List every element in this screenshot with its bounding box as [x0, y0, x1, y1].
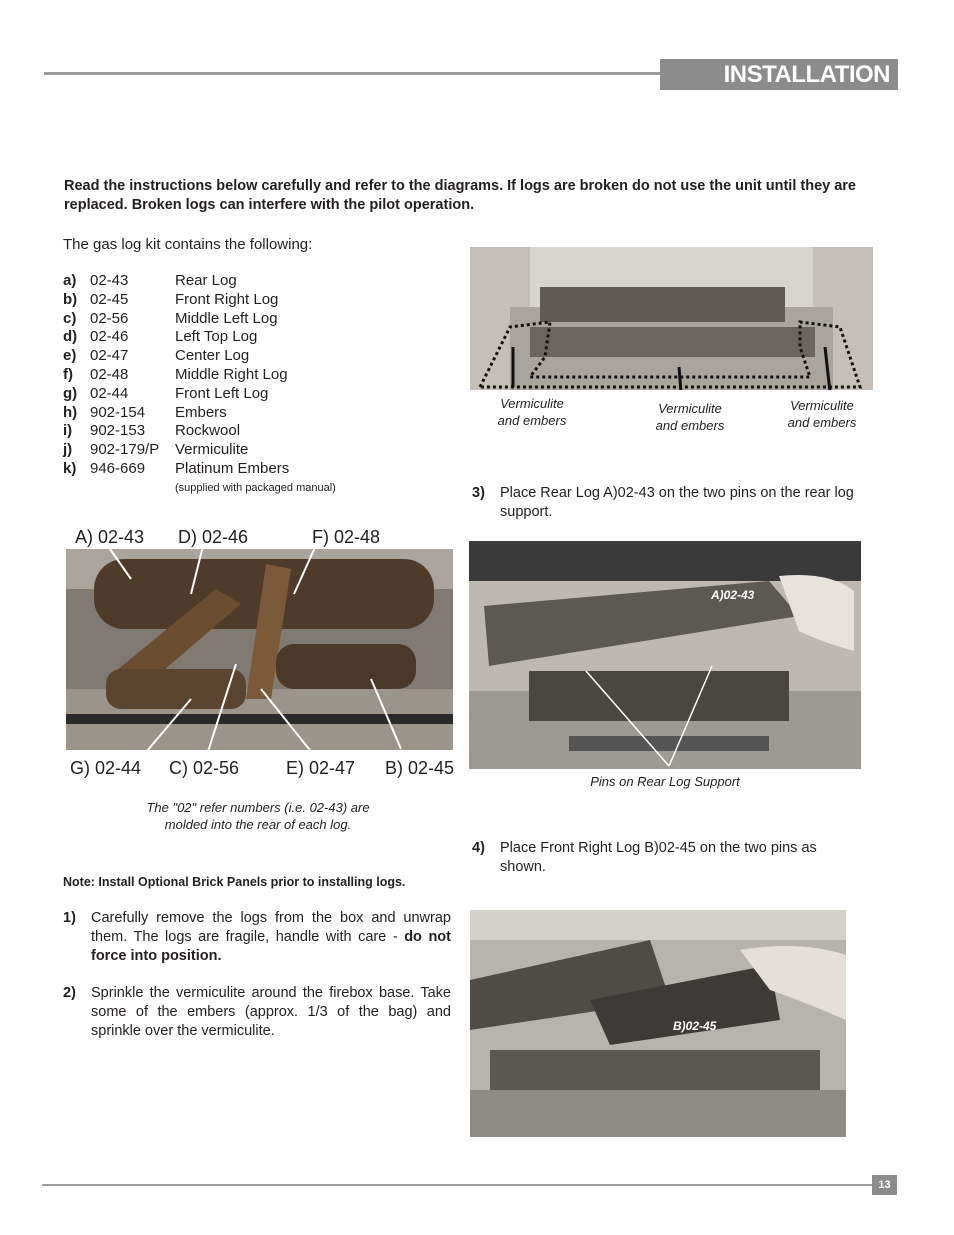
step-1-bold: do not force into position. — [91, 929, 451, 964]
kit-item — [63, 441, 289, 460]
label-e: E) 02-47 — [286, 758, 356, 778]
vermiculite-photo — [470, 247, 873, 390]
vl-center-1: Vermiculite — [658, 401, 722, 416]
step-4-text: Place Front Right Log B)02-45 on the two pins as shown. — [500, 840, 817, 875]
kit-item-key: j) — [63, 441, 73, 459]
kit-item-key: k) — [63, 459, 77, 477]
label-a: A) 02-43 — [75, 527, 145, 547]
vermiculite-illustration — [470, 247, 873, 390]
header-rule — [44, 72, 660, 75]
label-c: C) 02-56 — [169, 758, 240, 778]
kit-item-name: Front Left Log — [175, 384, 269, 402]
step-1-text: Carefully remove the logs from the box and unwrap them. The logs are fragile, handle with care - — [91, 910, 451, 945]
kit-item — [63, 460, 289, 479]
vl-right-2: and embers — [787, 415, 857, 430]
kit-item-name: Middle Left Log — [175, 309, 278, 327]
step-2-number: 2) — [63, 985, 76, 1001]
step-4 — [472, 839, 864, 877]
page-number: 13 — [872, 1175, 897, 1195]
vermiculite-label-right — [772, 397, 872, 431]
kit-item-name: Rear Log — [175, 272, 237, 289]
kit-item — [63, 366, 289, 385]
kit-item — [63, 422, 289, 441]
label-b: B) 02-45 — [385, 758, 455, 778]
front-log-overlay-label: B)02-45 — [673, 1019, 717, 1033]
step-2 — [63, 984, 451, 1041]
step-3-number: 3) — [472, 485, 485, 501]
vl-left-2: and embers — [497, 413, 567, 428]
vl-right-1: Vermiculite — [790, 398, 854, 413]
brick-panel-note: Note: Install Optional Brick Panels prior to installing logs. — [63, 875, 406, 889]
page-title: INSTALLATION — [723, 61, 890, 88]
step-4-number: 4) — [472, 840, 485, 856]
step-1-number: 1) — [63, 910, 76, 926]
kit-footnote: (supplied with packaged manual) — [175, 482, 336, 494]
intro-warning: Read the instructions below carefully and refer to the diagrams. If logs are broken do not use the unit until they are replaced. Broken logs can interfere with the pilot operation. — [64, 178, 856, 213]
kit-item-key: c) — [63, 309, 77, 327]
kit-item-number: 02-44 — [90, 384, 129, 402]
kit-item-key: d) — [63, 328, 78, 346]
footer-rule — [42, 1184, 872, 1186]
kit-item — [63, 328, 289, 347]
rear-log-illustration — [469, 541, 861, 769]
front-log-photo — [470, 910, 846, 1137]
kit-item-number: 02-48 — [90, 365, 129, 383]
rear-log-overlay-label: A)02-43 — [711, 588, 755, 602]
kit-item-number: 946-669 — [90, 459, 146, 477]
kit-item — [63, 291, 289, 310]
step-3-text: Place Rear Log A)02-43 on the two pins on the rear log support. — [500, 485, 854, 520]
kit-item — [63, 310, 289, 329]
kit-item-name: Front Right Log — [175, 290, 279, 308]
kit-item-name: Left Top Log — [175, 328, 258, 346]
kit-item-key: e) — [63, 347, 77, 365]
kit-item-name: Vermiculite — [175, 441, 249, 459]
kit-item-name: Center Log — [175, 347, 250, 365]
kit-item-name: Embers — [175, 403, 227, 421]
vl-left-1: Vermiculite — [500, 396, 564, 411]
kit-item-key: a) — [63, 272, 77, 289]
step-3 — [472, 484, 864, 522]
kit-item-key: b) — [63, 290, 78, 308]
kit-item-number: 02-43 — [90, 272, 129, 289]
log-arrangement-illustration — [66, 549, 453, 750]
label-d: D) 02-46 — [178, 527, 249, 547]
kit-list — [63, 272, 289, 479]
kit-heading: The gas log kit contains the following: — [63, 236, 313, 253]
rear-log-photo — [469, 541, 861, 769]
vermiculite-label-left — [482, 395, 582, 429]
kit-item — [63, 347, 289, 366]
label-f: F) 02-48 — [312, 527, 381, 547]
vl-center-2: and embers — [655, 418, 725, 433]
kit-item-number: 02-45 — [90, 290, 129, 308]
caption-line-2: molded into the rear of each log. — [164, 817, 352, 832]
kit-item-number: 02-47 — [90, 347, 129, 365]
kit-item — [63, 385, 289, 404]
kit-item — [63, 404, 289, 423]
kit-item-number: 02-56 — [90, 309, 129, 327]
step-2-text: Sprinkle the vermiculite around the firebox base. Take some of the embers (approx. 1/3 of the bag) and sprinkle over the vermiculite. — [91, 985, 451, 1039]
kit-item-name: Middle Right Log — [175, 365, 288, 383]
kit-item-key: f) — [63, 365, 73, 383]
kit-item-name: Rockwool — [175, 422, 241, 440]
front-log-illustration — [470, 910, 846, 1137]
vermiculite-label-center — [640, 400, 740, 434]
log-arrangement-photo — [66, 549, 453, 750]
kit-item-number: 902-153 — [90, 422, 146, 440]
label-g: G) 02-44 — [70, 758, 142, 778]
kit-item-number: 902-179/P — [90, 441, 160, 459]
kit-item-name: Platinum Embers — [175, 459, 290, 477]
kit-item-key: i) — [63, 422, 73, 440]
caption-line-1: The "02" refer numbers (i.e. 02-43) are — [146, 800, 370, 815]
rear-log-caption: Pins on Rear Log Support — [590, 774, 740, 789]
log-photo-caption — [108, 799, 408, 833]
kit-item-key: g) — [63, 384, 78, 402]
kit-item-number: 02-46 — [90, 328, 129, 346]
kit-item-number: 902-154 — [90, 403, 146, 421]
kit-item-key: h) — [63, 403, 78, 421]
kit-item — [63, 272, 289, 291]
step-1 — [63, 909, 451, 966]
